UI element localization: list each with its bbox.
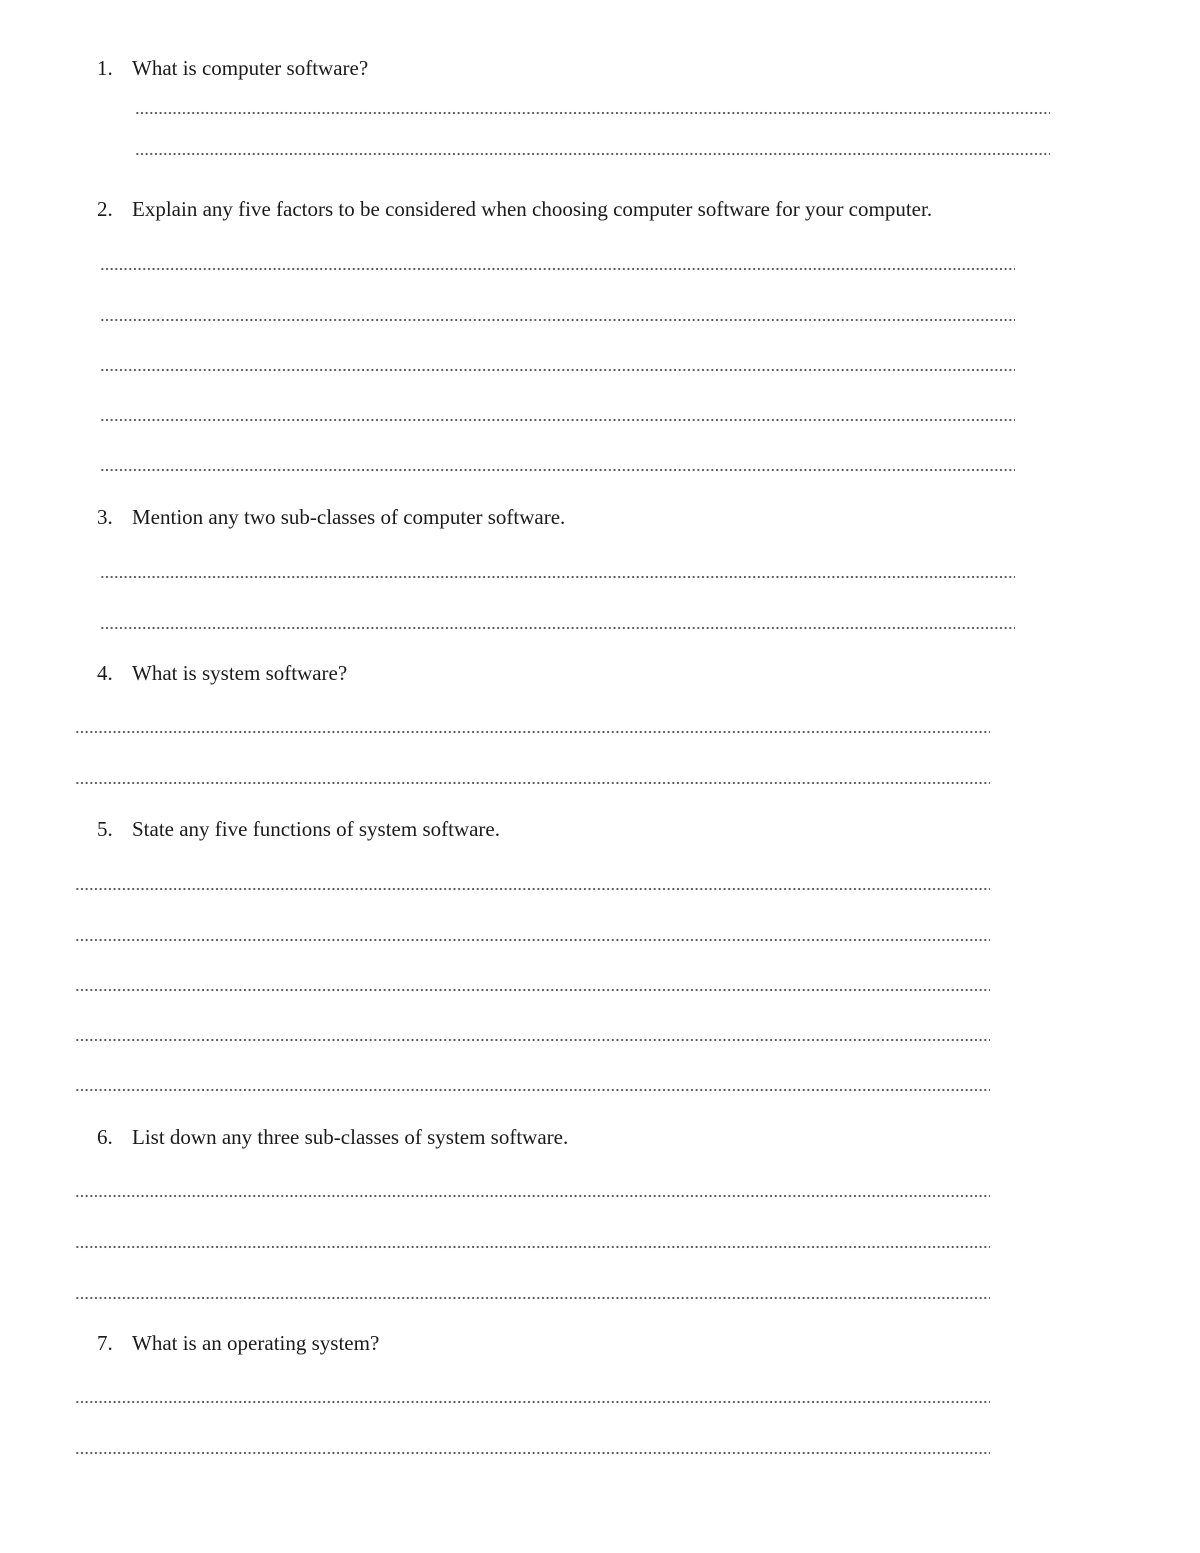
question-text: What is system software? (132, 661, 348, 685)
question-number: 7. (97, 1331, 113, 1355)
answer-line[interactable] (100, 625, 1015, 631)
question-text: List down any three sub-classes of system software. (132, 1125, 569, 1149)
answer-line[interactable] (100, 467, 1015, 473)
answer-line[interactable] (100, 574, 1015, 580)
answer-line[interactable] (135, 110, 1050, 116)
question-number: 5. (97, 817, 113, 841)
answer-line[interactable] (75, 1087, 990, 1093)
answer-line[interactable] (75, 937, 990, 943)
answer-line[interactable] (75, 987, 990, 993)
answer-line[interactable] (100, 367, 1015, 373)
answer-line[interactable] (100, 266, 1015, 272)
answer-line[interactable] (75, 1244, 990, 1250)
answer-line[interactable] (75, 780, 990, 786)
question-number: 3. (97, 505, 113, 529)
answer-line[interactable] (100, 417, 1015, 423)
answer-line[interactable] (75, 1399, 990, 1405)
answer-line[interactable] (100, 317, 1015, 323)
answer-line[interactable] (75, 1037, 990, 1043)
answer-line[interactable] (135, 151, 1050, 157)
question-number: 6. (97, 1125, 113, 1149)
question-text: Explain any five factors to be considered when choosing computer software for your computer. (132, 197, 933, 221)
question-text: What is computer software? (132, 56, 369, 80)
answer-line[interactable] (75, 1450, 990, 1456)
question-number: 1. (97, 56, 113, 80)
question-text: Mention any two sub-classes of computer software. (132, 505, 566, 529)
question-number: 2. (97, 197, 113, 221)
question-text: What is an operating system? (132, 1331, 380, 1355)
answer-line[interactable] (75, 1295, 990, 1301)
answer-line[interactable] (75, 1193, 990, 1199)
question-text: State any five functions of system software. (132, 817, 500, 841)
answer-line[interactable] (75, 886, 990, 892)
question-number: 4. (97, 661, 113, 685)
answer-line[interactable] (75, 729, 990, 735)
